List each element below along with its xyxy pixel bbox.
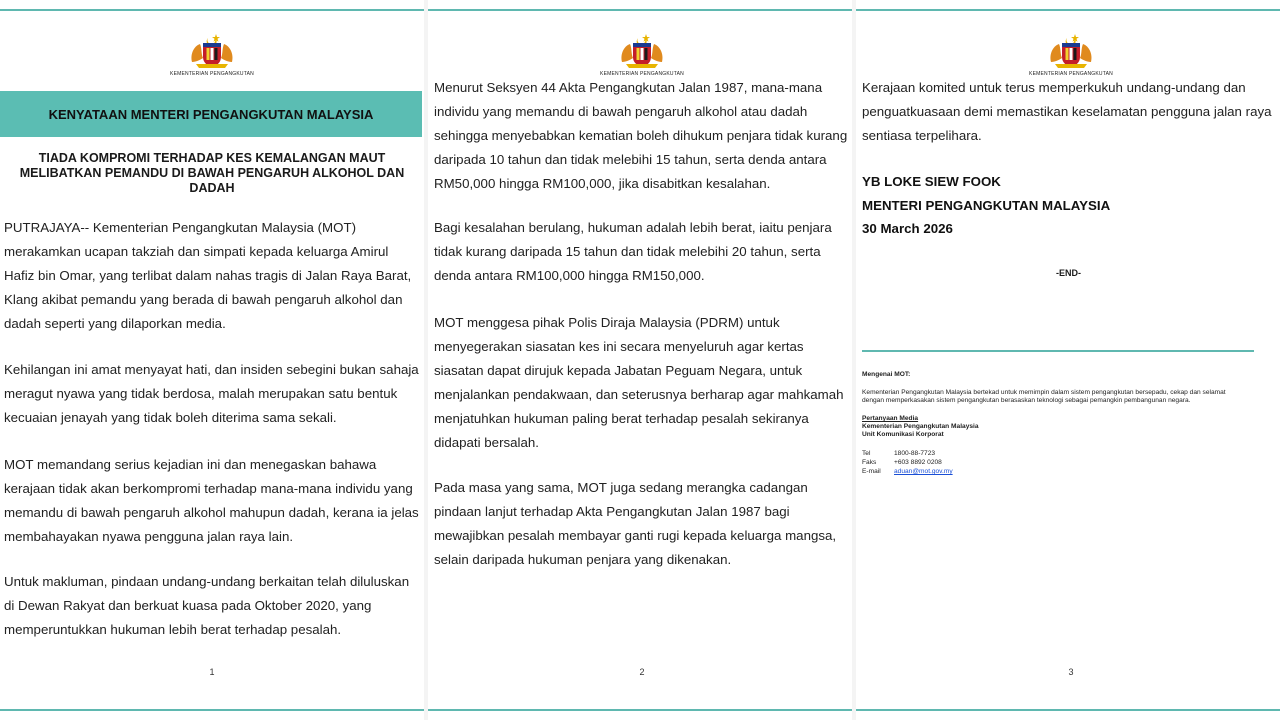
signatory-title: MENTERI PENGANGKUTAN MALAYSIA <box>862 198 1111 213</box>
document-page-1 <box>0 0 424 720</box>
document-page-2 <box>428 0 852 720</box>
page-bottom-rule <box>856 709 1280 711</box>
document-page-3 <box>856 0 1280 720</box>
about-text-line-1: Kementerian Pengangkutan Malaysia bertekad untuk memimpin dalam sistem pengangkutan bersepadu, cekap dan selamat <box>862 389 1226 396</box>
end-marker: -END- <box>1056 268 1081 278</box>
page-bottom-rule <box>428 709 852 711</box>
signatory-name: YB LOKE SIEW FOOK <box>862 174 1001 189</box>
media-org: Kementerian Pengangkutan Malaysia <box>862 423 979 430</box>
page-top-rule <box>0 9 424 11</box>
about-text-line-2: dengan memperkasakan sistem pengangkutan berasaskan teknologi sebagai pemangkin pembangunan negara. <box>862 397 1191 404</box>
paragraph: Pada masa yang sama, MOT juga sedang merangka cadangan pindaan lanjut terhadap Akta Pengangkutan Jalan 1987 bagi mewajibkan pesalah membayar ganti rugi kepada keluarga mangsa, selain daripada hukuman penjara yang dikenakan. <box>434 480 837 567</box>
email-link[interactable]: aduan@mot.gov.my <box>894 468 953 475</box>
contact-fax: Faks +603 8892 0208 <box>862 459 942 466</box>
paragraph: Bagi kesalahan berulang, hukuman adalah lebih berat, iaitu penjara tidak kurang daripada 15 tahun dan tidak melebihi 20 tahun, serta denda antara RM100,000 hingga RM150,000. <box>434 220 832 283</box>
page-top-rule <box>856 9 1280 11</box>
paragraph: Kerajaan komited untuk terus memperkukuh undang-undang dan penguatkuasaan demi memastikan keselamatan pengguna jalan raya sentiasa terpelihara. <box>862 80 1272 143</box>
statement-banner: KENYATAAN MENTERI PENGANGKUTAN MALAYSIA <box>0 91 422 137</box>
paragraph: MOT menggesa pihak Polis Diraja Malaysia (PDRM) untuk menyegerakan siasatan kes ini secara menyeluruh agar kertas siasatan dapat dirujuk kepada Jabatan Peguam Negara, untuk menjalankan pendakwaan, dan seterusnya berharap agar mahkamah menjatuhkan hukuman paling berat terhadap pesalah sekiranya didapati bersalah. <box>434 315 844 450</box>
coat-of-arms-icon <box>188 32 236 70</box>
section-divider <box>862 350 1254 352</box>
page-number: 2 <box>639 667 645 677</box>
paragraph: MOT memandang serius kejadian ini dan menegaskan bahawa kerajaan tidak akan berkompromi terhadap mana-mana individu yang memandu di bawah pengaruh alkohol mahupun dadah, kerana ia jelas membahayakan nyawa pengguna jalan raya lain. <box>4 457 419 544</box>
coat-of-arms-icon <box>618 32 666 70</box>
paragraph: PUTRAJAYA-- Kementerian Pengangkutan Malaysia (MOT) merakamkan ucapan takziah dan simpati kepada keluarga Amirul Hafiz bin Omar, yang terlibat dalam nahas tragis di Jalan Raya Barat, Klang akibat pemandu yang berada di bawah pengaruh alkohol dan dadah seperti yang dilaporkan media. <box>4 220 412 331</box>
paragraph: Untuk makluman, pindaan undang-undang berkaitan telah diluluskan di Dewan Rakyat dan berkuat kuasa pada Oktober 2020, yang memperuntukkan hukuman lebih berat terhadap pesalah. <box>4 574 410 637</box>
contact-email: E-mail aduan@mot.gov.my <box>862 468 953 475</box>
paragraph: Menurut Seksyen 44 Akta Pengangkutan Jalan 1987, mana-mana individu yang memandu di bawah pengaruh alkohol atau dadah sehingga menyebabkan kematian boleh dihukum penjara tidak kurang daripada 10 tahun dan tidak melebihi 15 tahun, serta denda antara RM50,000 hingga RM100,000, jika disabitkan kesalahan. <box>434 80 848 191</box>
coat-of-arms-icon <box>1047 32 1095 70</box>
ministry-caption: KEMENTERIAN PENGANGKUTAN <box>1029 71 1113 77</box>
page-number: 3 <box>1068 667 1074 677</box>
page-number: 1 <box>209 667 215 677</box>
contact-tel: Tel 1800-88-7723 <box>862 450 936 457</box>
page-bottom-rule <box>0 709 424 711</box>
page-top-rule <box>428 9 852 11</box>
about-heading: Mengenai MOT: <box>862 371 911 378</box>
ministry-caption: KEMENTERIAN PENGANGKUTAN <box>600 71 684 77</box>
ministry-caption: KEMENTERIAN PENGANGKUTAN <box>170 71 254 77</box>
media-heading: Pertanyaan Media <box>862 415 919 422</box>
media-unit: Unit Komunikasi Korporat <box>862 431 944 438</box>
paragraph: Kehilangan ini amat menyayat hati, dan insiden sebegini bukan sahaja meragut nyawa yang tidak berdosa, malah merupakan satu bentuk kecuaian jenayah yang tidak boleh diterima sama sekali. <box>4 362 419 425</box>
press-headline: TIADA KOMPROMI TERHADAP KES KEMALANGAN MAUT MELIBATKAN PEMANDU DI BAWAH PENGARUH ALKOHOL DAN DADAH <box>19 151 405 195</box>
statement-date: 30 March 2026 <box>862 221 953 236</box>
